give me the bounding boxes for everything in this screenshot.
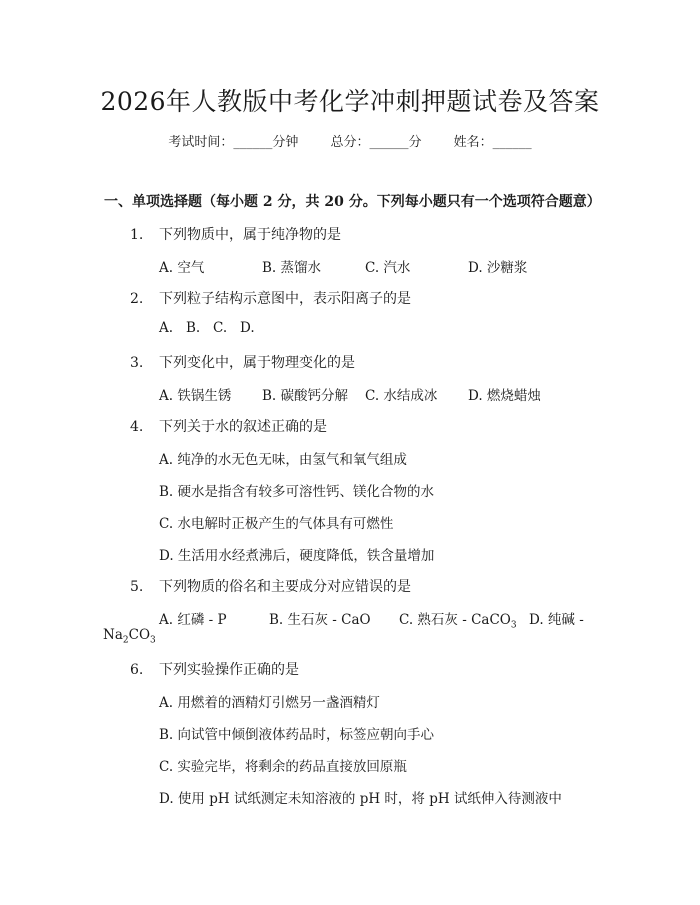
option-b: B. [186,320,201,336]
question-1-options [159,256,527,276]
question-6 [130,659,299,679]
question-5 [130,576,411,596]
option-d: D. 燃烧蜡烛 [468,388,541,404]
option-d: D. 生活用水经煮沸后，硬度降低，铁含量增加 [159,548,435,564]
question-text: 下列实验操作正确的是 [159,662,299,678]
question-3-options [159,384,541,404]
option-d: D. 沙糖浆 [468,260,528,276]
student-name: 姓名：______ [453,135,532,150]
option-b: B. 生石灰 - CaO [269,612,371,628]
question-3 [130,352,355,372]
option-c: C. [213,320,228,336]
exam-meta [0,131,700,150]
question-2 [130,288,411,308]
option-b: B. 向试管中倾倒液体药品时，标签应朝向手心 [159,727,435,743]
option-a: A. 纯净的水无色无味，由氢气和氧气组成 [159,452,407,468]
option-d: D. 纯碱 - [529,612,584,628]
section-heading: 一、单项选择题（每小题 2 分，共 20 分。下列每小题只有一个选项符合题意） [104,194,601,210]
option-d: D. [240,320,255,336]
option-c: C. 汽水 [365,260,411,276]
question-text: 下列物质中，属于纯净物的是 [159,227,341,243]
question-text: 下列变化中，属于物理变化的是 [159,355,355,371]
option-a: A. [159,320,174,336]
question-number: 1. [130,227,144,243]
option-b: B. 蒸馏水 [262,260,322,276]
exam-score: 总分：______分 [330,135,422,150]
question-number: 3. [130,355,144,371]
option-c: C. 实验完毕，将剩余的药品直接放回原瓶 [159,759,407,775]
question-text: 下列粒子结构示意图中，表示阳离子的是 [159,291,411,307]
option-c: C. 水结成冰 [365,388,438,404]
question-number: 2. [130,291,144,307]
question-text: 下列关于水的叙述正确的是 [159,419,327,435]
option-d: D. 使用 pH 试纸测定未知溶液的 pH 时，将 pH 试纸伸入待测液中 [159,791,562,807]
question-2-options [159,320,255,336]
option-c: C. 水电解时正极产生的气体具有可燃性 [159,516,394,532]
question-4 [130,416,327,436]
option-a: A. 空气 [159,260,205,276]
question-text: 下列物质的俗名和主要成分对应错误的是 [159,579,411,595]
question-number: 6. [130,662,144,678]
question-number: 5. [130,579,144,595]
option-b: B. 硬水是指含有较多可溶性钙、镁化合物的水 [159,484,435,500]
question-number: 4. [130,419,144,435]
option-c: C. 熟石灰 - CaCO$_3$ [399,612,517,631]
option-a: A. 红磷 - P [159,612,227,628]
page-title: 2026年人教版中考化学冲刺押题试卷及答案 [100,87,600,116]
option-d-continued: $Na_2CO_3$ [103,627,156,646]
option-a: A. 铁锅生锈 [159,388,232,404]
option-a: A. 用燃着的酒精灯引燃另一盏酒精灯 [159,695,380,711]
option-b: B. 碳酸钙分解 [262,388,349,404]
question-1 [130,224,341,244]
question-5-options [159,608,584,631]
exam-time: 考试时间：______分钟 [168,135,299,150]
